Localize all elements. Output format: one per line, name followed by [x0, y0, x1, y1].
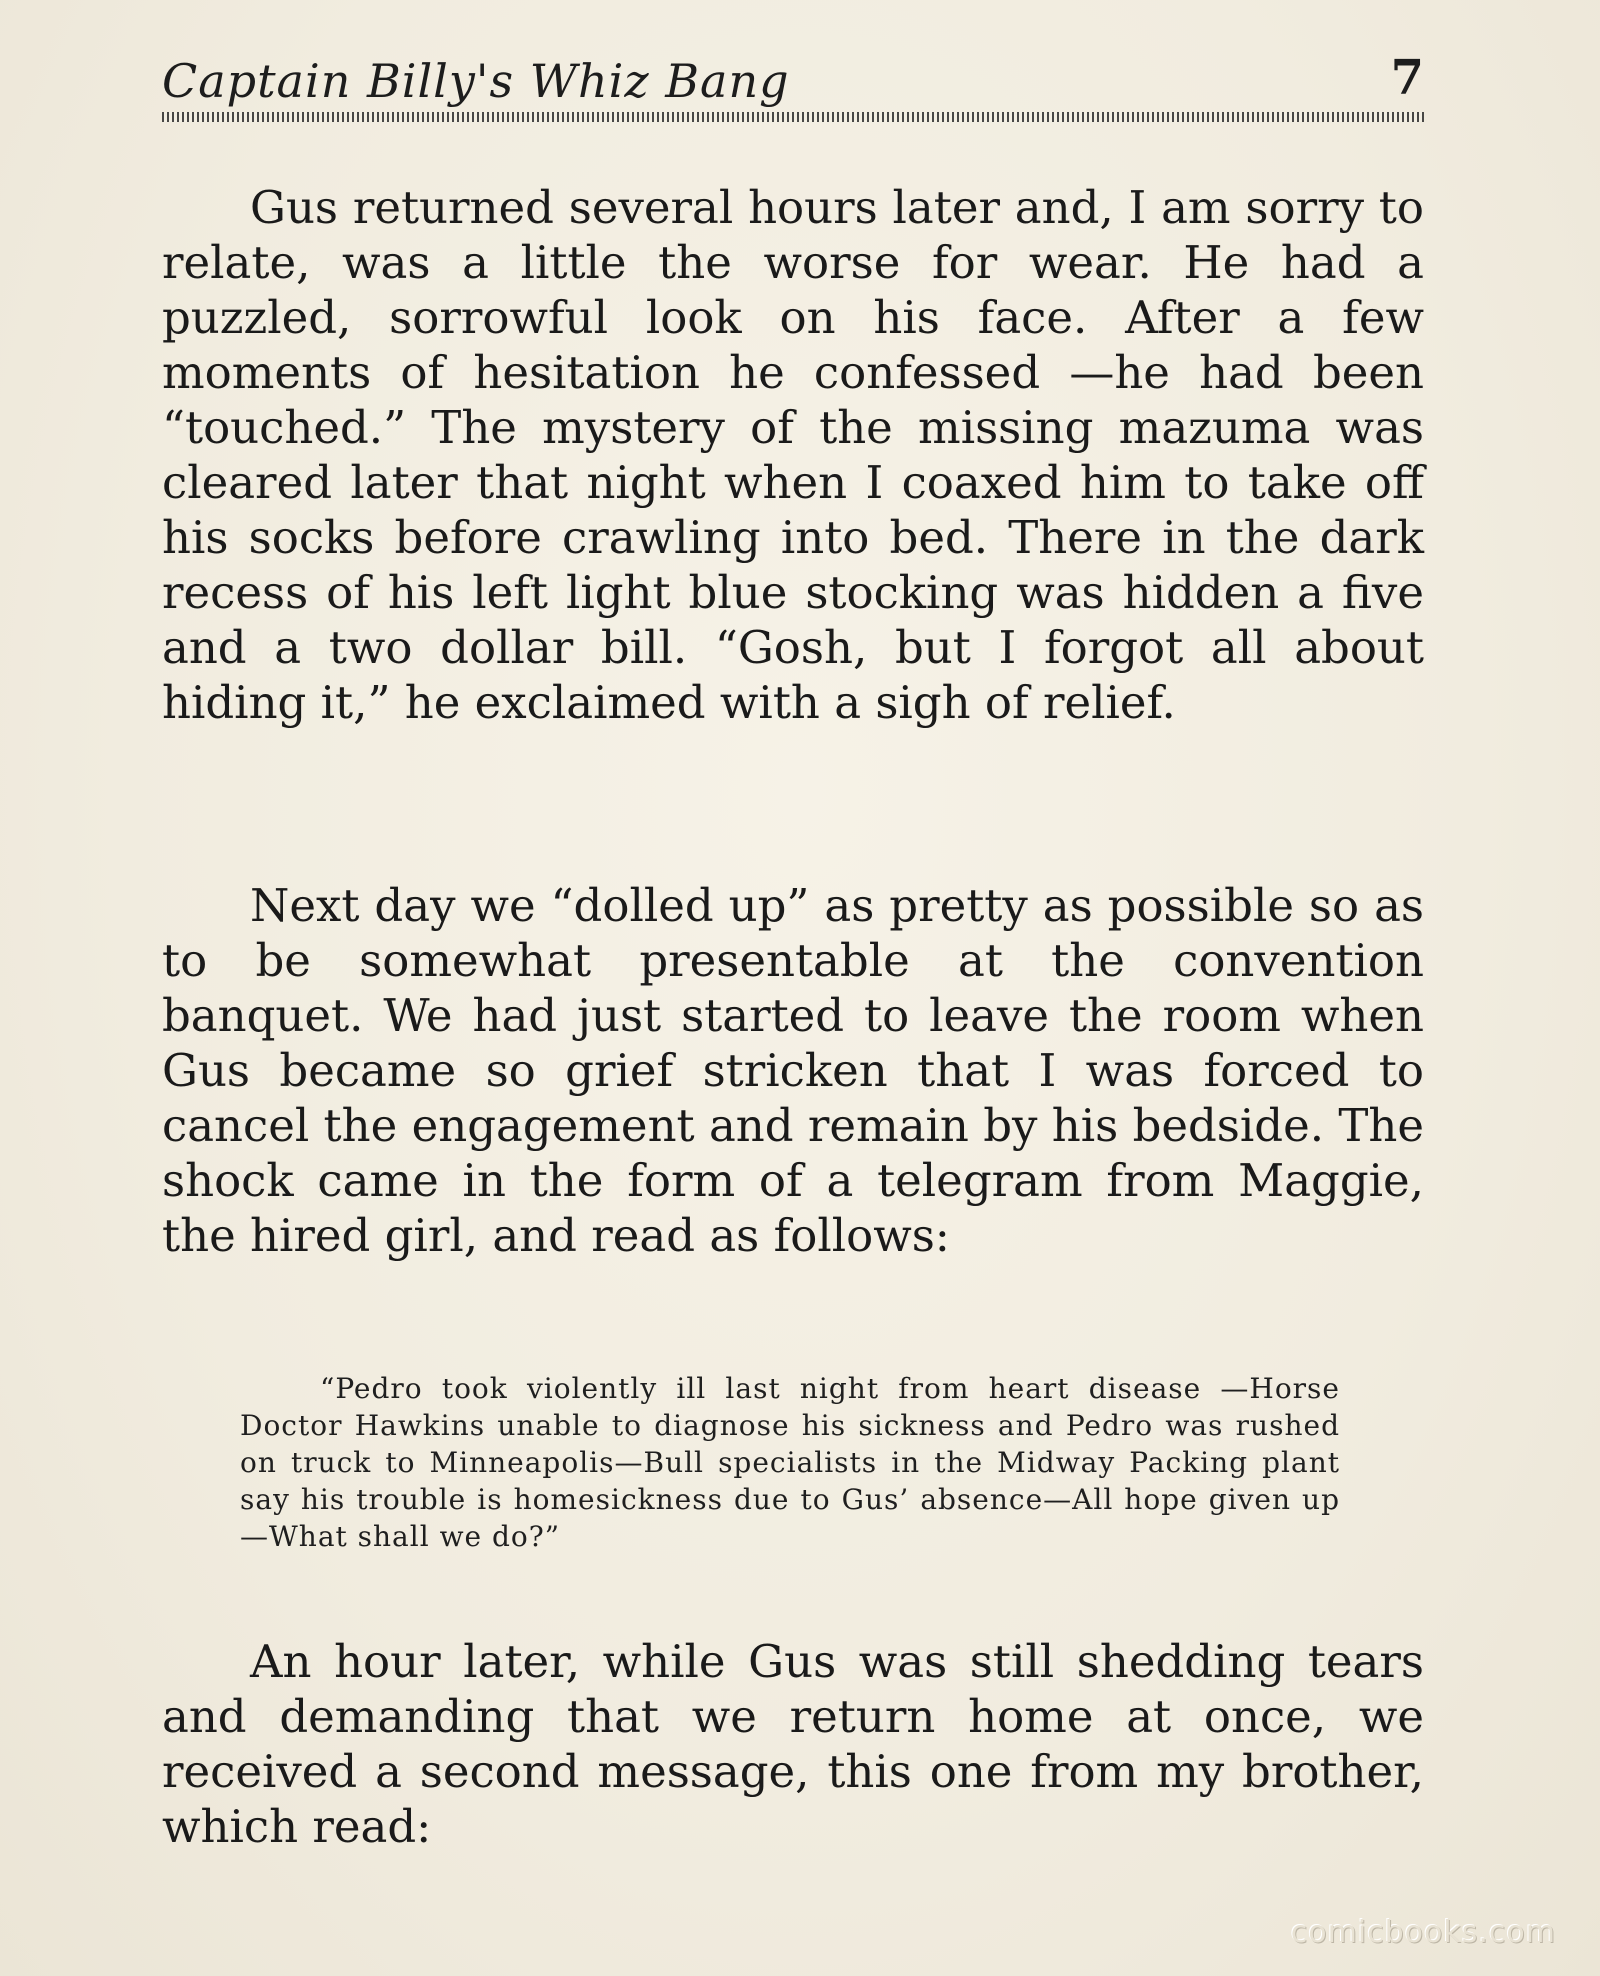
running-header — [162, 48, 1424, 118]
header-rule — [162, 112, 1424, 122]
magazine-title: Captain Billy's Whiz Bang — [162, 54, 790, 108]
paragraph-3: An hour later, while Gus was still shedding tears and demanding that we return home at once, we received a second message, this one from my brother, which read: — [162, 1635, 1424, 1853]
telegram-quote: “Pedro took violently ill last night from heart disease —Horse Doctor Hawkins unable to diagnose his sickness and Pedro was rushed on truck to Minneapolis—Bull specialists in the Midway Packing plant say his trouble is homesickness due to Gus’ absence—All hope given up—What shall we do?” — [240, 1372, 1340, 1553]
page-number: 7 — [1390, 50, 1424, 106]
paragraph-1: Gus returned several hours later and, I am sorry to relate, was a little the worse for wear. He had a puzzled, sorrowful look on his face. After a few moments of hesitation he confessed —he had been “touched.” The mystery of the missing mazuma was cleared later that night when I coaxed him to take off his socks before crawling into bed. There in the dark recess of his left light blue stocking was hidden a five and a two dollar bill. “Gosh, but I forgot all about hiding it,” he exclaimed with a sigh of relief. — [162, 181, 1424, 729]
paragraph-2: Next day we “dolled up” as pretty as possible so as to be somewhat presentable at the convention banquet. We had just started to leave the room when Gus became so grief stricken that I was forced to cancel the engagement and remain by his bedside. The shock came in the form of a telegram from Maggie, the hired girl, and read as follows: — [162, 879, 1424, 1262]
source-watermark: comicbooks.com — [1290, 1915, 1556, 1950]
